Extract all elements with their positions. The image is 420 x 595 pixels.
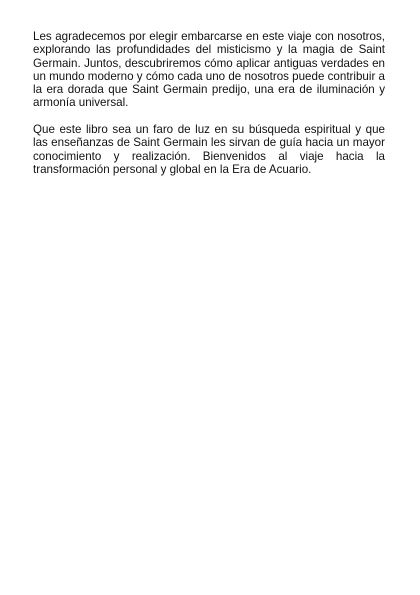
body-text xyxy=(33,30,385,190)
paragraph-1: Les agradecemos por elegir embarcarse en este viaje con nosotros, explorando las profundidades del misticismo y la magia de Saint Germain. Juntos, descubriremos cómo aplicar antiguas verdades en un mundo moderno y cómo cada uno de nosotros puede contribuir a la era dorada que Saint Germain predijo, una era de iluminación y armonía universal. xyxy=(33,30,385,110)
paragraph-2: Que este libro sea un faro de luz en su búsqueda espiritual y que las enseñanzas de Saint Germain les sirvan de guía hacia un mayor conocimiento y realización. Bienvenidos al viaje hacia la transformación personal y global en la Era de Acuario. xyxy=(33,123,385,177)
